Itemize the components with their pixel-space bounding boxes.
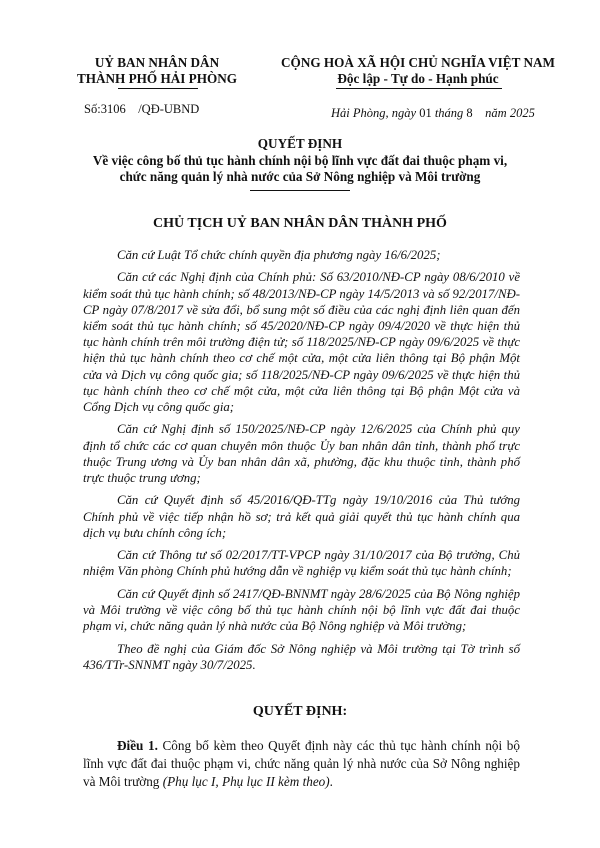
decision-title bbox=[40, 136, 560, 186]
doc-number-value: 3106 bbox=[100, 102, 126, 116]
preamble bbox=[83, 247, 520, 679]
preamble-item: Căn cứ Thông tư số 02/2017/TT-VPCP ngày 31/10/2017 của Bộ trưởng, Chủ nhiệm Văn phòng Chính phủ hướng dẫn về nghiệp vụ kiểm soát thủ tục hành chính; bbox=[83, 548, 520, 579]
article-1-end: . bbox=[329, 774, 333, 789]
preamble-item: Căn cứ Nghị định số 150/2025/NĐ-CP ngày 12/6/2025 của Chính phủ quy định tổ chức các cơ quan chuyên môn thuộc Ủy ban nhân dân tỉnh, thành phố trực thuộc Trung ương và Ủy ban nhân dân xã, phường, đặc khu thuộc tỉnh, thành phố trực thuộc trung ương; bbox=[83, 422, 520, 486]
doc-number-suffix: /QĐ-UBND bbox=[138, 102, 200, 116]
article-1 bbox=[83, 737, 520, 797]
article-1-italic: (Phụ lục I, Phụ lục II kèm theo) bbox=[162, 774, 330, 789]
doc-number-prefix: Số: bbox=[84, 102, 101, 116]
authority-heading: CHỦ TỊCH UỶ BAN NHÂN DÂN THÀNH PHỐ bbox=[153, 216, 447, 231]
decision-heading: QUYẾT ĐỊNH: bbox=[252, 704, 348, 719]
issuing-authority bbox=[62, 55, 252, 87]
date-month: 8 bbox=[466, 106, 473, 120]
preamble-item: Căn cứ các Nghị định của Chính phủ: Số 63/2010/NĐ-CP ngày 08/6/2010 về kiểm soát thủ tục hành chính; số 48/2013/NĐ-CP ngày 14/5/2013 và số 92/2017/NĐ-CP ngày 07/8/2017 về sửa đổi, bổ sung một số điều của các nghị định liên quan đến kiểm soát thủ tục hành chính; số 45/2020/NĐ-CP ngày 09/4/2020 về thực hiện thủ tục hành chính trên môi trường điện tử; số 118/2025/NĐ-CP ngày 09/6/2025 về thực hiện thủ tục hành chính theo cơ chế một cửa, một cửa liên thông tại Bộ phận Một cửa và Dịch vụ công quốc gia; số 118/2025/NĐ-CP ngày 09/6/2025 về thực hiện thủ tục hành chính theo cơ chế một cửa, một cửa liên thông tại Bộ phận Một cửa và Cổng Dịch vụ công quốc gia; bbox=[83, 270, 520, 415]
article-1-paragraph bbox=[83, 737, 520, 791]
date-text-2: tháng bbox=[434, 106, 464, 120]
subject-line-2: chức năng quản lý nhà nước của Sở Nông nghiệp và Môi trường bbox=[119, 169, 481, 184]
date-text-3: năm 2025 bbox=[485, 106, 535, 120]
doc-number bbox=[84, 101, 199, 117]
title-heading: QUYẾT ĐỊNH bbox=[257, 136, 343, 151]
org-line-2: THÀNH PHỐ HẢI PHÒNG bbox=[76, 71, 238, 86]
org-underline bbox=[118, 88, 198, 89]
nation-line-2: Độc lập - Tự do - Hạnh phúc bbox=[337, 71, 499, 86]
preamble-item: Căn cứ Luật Tổ chức chính quyền địa phương ngày 16/6/2025; bbox=[117, 248, 441, 262]
org-line-1: UỶ BAN NHÂN DÂN bbox=[94, 55, 220, 70]
preamble-item: Theo đề nghị của Giám đốc Sở Nông nghiệp và Môi trường tại Tờ trình số 436/TTr-SNNMT ngày 30/7/2025. bbox=[83, 641, 520, 672]
subject-line-1: Về việc công bố thủ tục hành chính nội bộ lĩnh vực đất đai thuộc phạm vi, bbox=[92, 152, 508, 168]
national-motto bbox=[258, 55, 578, 87]
article-1-label: Điều 1. bbox=[117, 738, 158, 753]
nation-line-1: CỘNG HOÀ XÃ HỘI CHỦ NGHĨA VIỆT NAM bbox=[281, 55, 555, 70]
motto-underline bbox=[336, 88, 502, 89]
article-1-text: Công bố kèm theo Quyết định này các thủ tục hành chính nội bộ lĩnh vực đất đai thuộc phạm vi, chức năng quản lý nhà nước của Sở Nông nghiệp và Môi trường bbox=[83, 738, 520, 789]
title-underline bbox=[250, 190, 350, 191]
date-day: 01 bbox=[419, 106, 432, 120]
preamble-item: Căn cứ Quyết định số 45/2016/QĐ-TTg ngày 19/10/2016 của Thủ tướng Chính phủ về việc tiếp nhận hồ sơ; trả kết quả giải quyết thủ tục hành chính qua dịch vụ bưu chính công ích; bbox=[83, 493, 520, 540]
doc-date bbox=[331, 105, 535, 121]
date-text-1: Hải Phòng, ngày bbox=[331, 106, 417, 120]
preamble-item: Căn cứ Quyết định số 2417/QĐ-BNNMT ngày 28/6/2025 của Bộ Nông nghiệp và Môi trường về việc công bố thủ tục hành chính nội bộ lĩnh vực đất đai thuộc phạm vi, chức năng quản lý nhà nước của Bộ Nông nghiệp và Môi trường; bbox=[83, 586, 520, 634]
